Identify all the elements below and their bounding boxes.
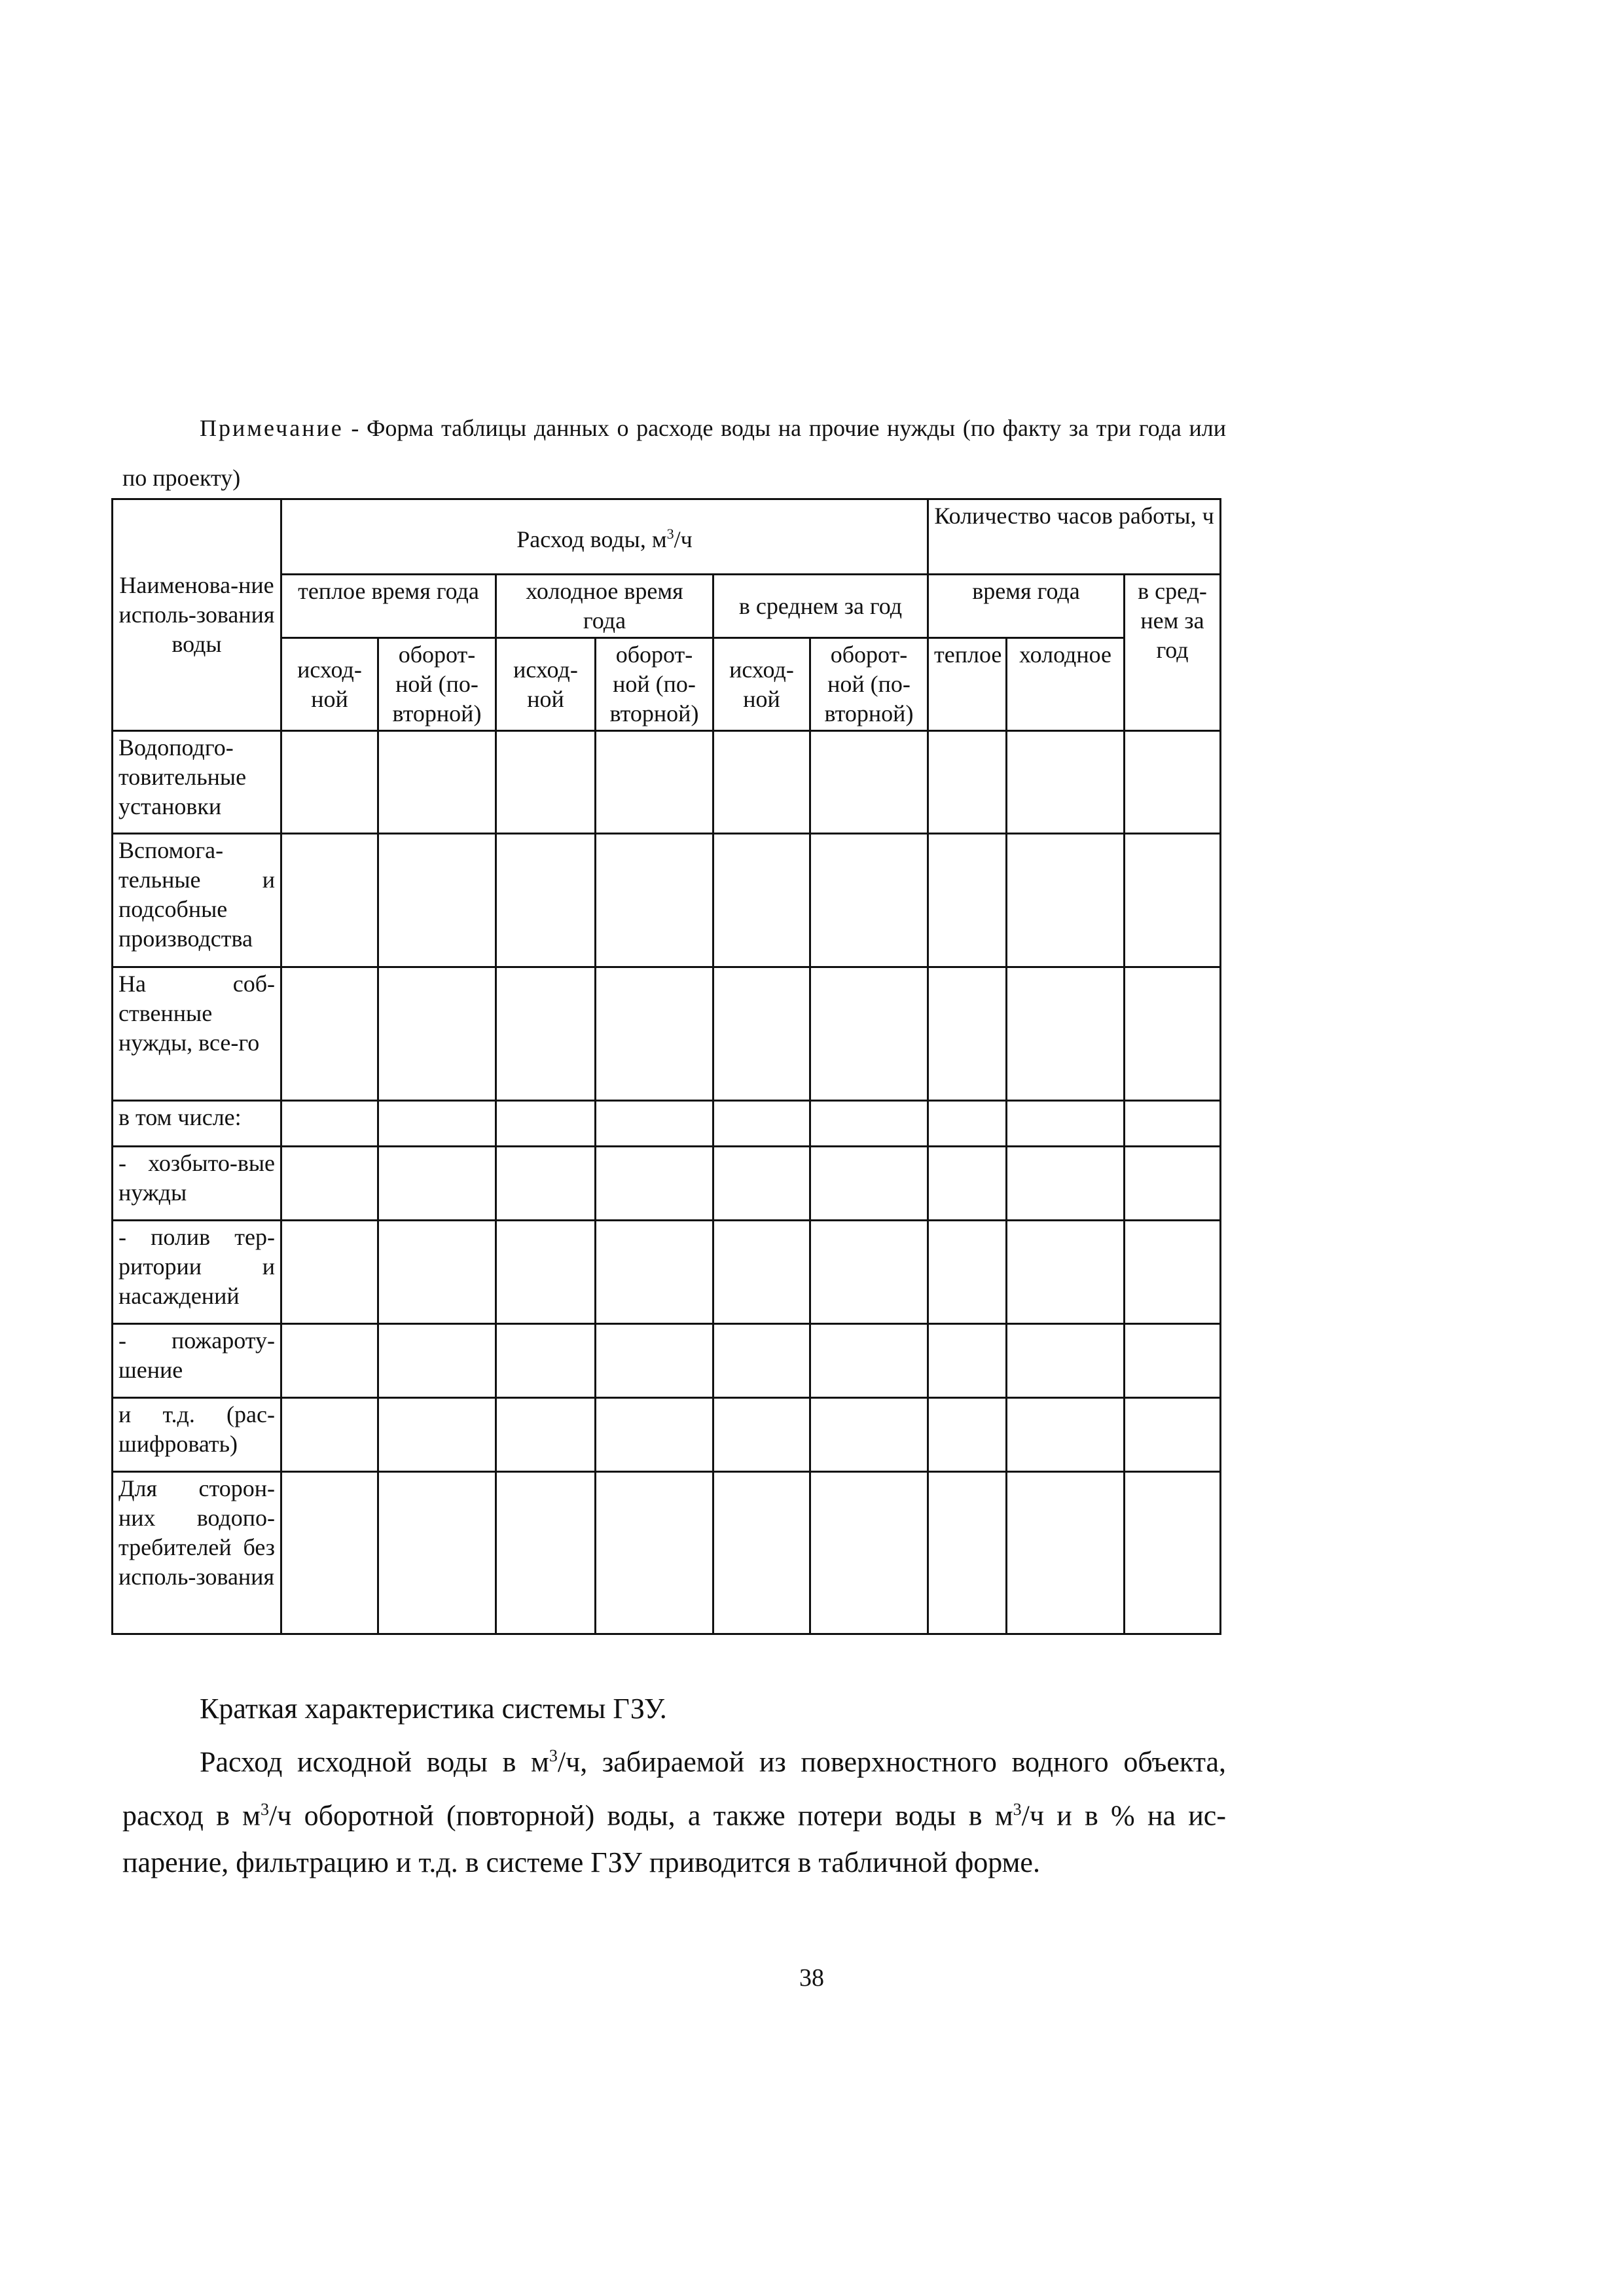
row-label: и т.д. (рас-шифровать) <box>113 1398 281 1472</box>
table-note <box>122 403 1226 503</box>
table-row <box>113 1324 1221 1398</box>
row-label: в том числе: <box>113 1101 281 1147</box>
table-row <box>113 967 1221 1101</box>
header-work-hours: Количество часов работы, ч <box>928 499 1221 575</box>
row-label: - пожароту-шение <box>113 1324 281 1398</box>
header-source-avg: исход-ной <box>713 638 810 731</box>
header-recycled-warm: оборот-ной (по-вторной) <box>378 638 496 731</box>
header-source-cold: исход-ной <box>496 638 596 731</box>
header-water-flow: Расход воды, $м^3/ч$ <box>281 499 928 575</box>
note-text: - Форма таблицы данных о расходе воды на прочие нужды (по факту за три года или по проекту) <box>122 415 1226 491</box>
row-label: Вспомога-тельные и подсобные производства <box>113 834 281 967</box>
header-source-warm: исход-ной <box>281 638 378 731</box>
paragraph-gzu-title: Краткая характеристика системы ГЗУ. <box>200 1693 667 1725</box>
table-row <box>113 834 1221 967</box>
header-recycled-cold: оборот-ной (по-вторной) <box>596 638 713 731</box>
header-hours-warm: теплое <box>928 638 1007 731</box>
header-average-year: в среднем за год <box>713 575 928 638</box>
note-label: Примечание <box>200 415 344 441</box>
header-name-column: Наименова-ние исполь-зования воды <box>113 499 281 731</box>
header-warm-season: теплое время года <box>281 575 496 638</box>
header-cold-season: холодное время года <box>496 575 713 638</box>
header-hours-cold: холодное <box>1007 638 1125 731</box>
row-label: - хозбыто-вые нужды <box>113 1147 281 1221</box>
table-row <box>113 731 1221 834</box>
water-use-table <box>111 498 1221 1635</box>
table-row <box>113 1398 1221 1472</box>
table-row <box>113 1147 1221 1221</box>
paragraph-gzu-description: Расход исходной воды в $м^3/ч$, забираемой из поверхностного водного объекта, расход в $м^3/ч$ оборотной (повторной) воды, а также потери воды в $м^3/ч$ и в % на ис-парение, фильтрацию и т.д. в системе ГЗУ приводится в табличной форме. <box>122 1746 1226 1879</box>
header-average-year-hours: в сред-нем за год <box>1125 575 1221 731</box>
header-season: время года <box>928 575 1125 638</box>
table-row <box>113 1221 1221 1324</box>
row-label: На соб-ственные нужды, все-го <box>113 967 281 1101</box>
header-recycled-avg: оборот-ной (по-вторной) <box>810 638 928 731</box>
table-row <box>113 1472 1221 1634</box>
row-label: Для сторон-них водопо-требителей без исполь-зования <box>113 1472 281 1634</box>
page-number: 38 <box>799 1964 824 1992</box>
body-text <box>122 1685 1226 1886</box>
table-row <box>113 1101 1221 1147</box>
row-label: - полив тер-ритории и насаждений <box>113 1221 281 1324</box>
row-label: Водоподго-товительные установки <box>113 731 281 834</box>
